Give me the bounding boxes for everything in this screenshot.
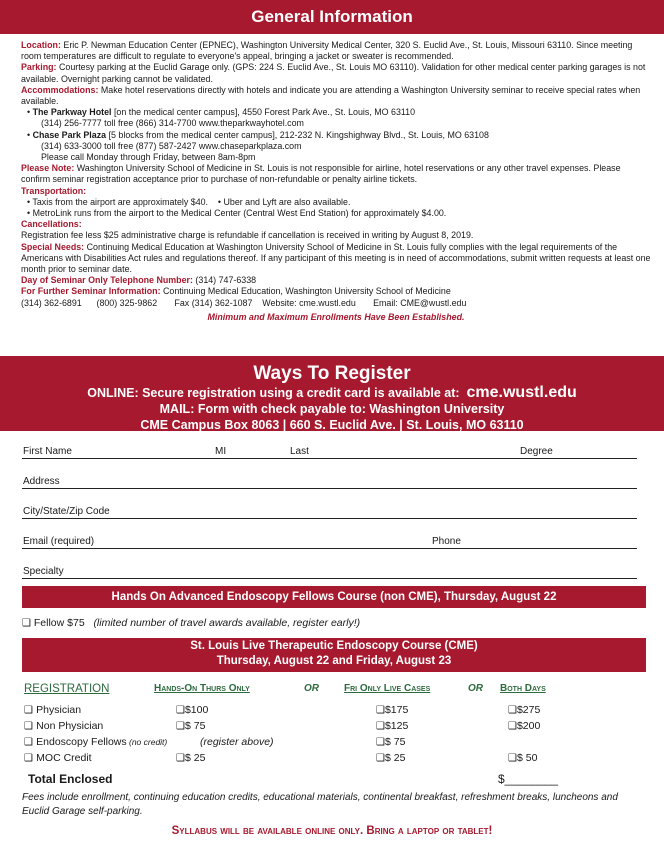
fellows-course-bar: Hands On Advanced Endoscopy Fellows Course (non CME), Thursday, August 22 xyxy=(22,586,646,608)
live-course-title-1: St. Louis Live Therapeutic Endoscopy Course (CME) xyxy=(190,640,478,652)
price-value: $ 50 xyxy=(516,752,538,764)
degree-label: Degree xyxy=(520,446,553,457)
checkbox-icon[interactable]: ❑ xyxy=(508,705,517,716)
hotel-1-name: The Parkway Hotel xyxy=(32,107,112,118)
location-label: Location: xyxy=(21,40,61,50)
transport-uber: Uber and Lyft are also available. xyxy=(223,196,351,207)
price-option[interactable] xyxy=(508,720,540,732)
price-option[interactable] xyxy=(176,752,205,764)
live-course-title-2: Thursday, August 22 and Friday, August 23 xyxy=(216,655,452,667)
email-label: Email (required) xyxy=(23,536,95,547)
price-option[interactable] xyxy=(176,704,208,716)
note-label: Please Note: xyxy=(21,163,75,174)
live-course-bar xyxy=(22,638,646,672)
price-value: $100 xyxy=(184,704,209,716)
accommodations-text: Make hotel reservations directly with hotels and indicate you are attending a Washington University seminar to receive special rates when available. xyxy=(21,84,641,107)
transport-line-2: • MetroLink runs from the airport to the Medical Center (Central West End Station) for approximately $4.00. xyxy=(27,208,447,219)
city-field-row[interactable] xyxy=(22,504,637,519)
further-info-label: For Further Seminar Information: xyxy=(21,286,161,297)
registration-type-note: (no credit) xyxy=(126,737,168,747)
fellow-checkbox[interactable]: ❑ xyxy=(22,618,31,629)
parking-paragraph xyxy=(21,62,651,84)
syllabus-note: Syllabus will be available online only. Bring a laptop or tablet! xyxy=(171,825,493,837)
special-needs-label: Special Needs: xyxy=(21,241,85,252)
checkbox-icon[interactable]: ❑ xyxy=(176,705,185,716)
hotel-2-call: Please call Monday through Friday, between 8am-8pm xyxy=(41,152,256,163)
price-option[interactable] xyxy=(376,736,405,748)
address-label: Address xyxy=(23,476,60,487)
total-enclosed-value[interactable]: $________ xyxy=(498,772,559,786)
hotel-1: • The Parkway Hotel [on the medical center campus], 4550 Forest Park Ave., St. Louis, MO 63110 xyxy=(27,107,416,118)
price-option[interactable] xyxy=(376,720,408,732)
price-option[interactable] xyxy=(508,704,540,716)
ways-online xyxy=(0,385,664,401)
fellow-option[interactable] xyxy=(22,617,360,629)
col-fri-only: Fri Only Live Cases xyxy=(344,683,431,694)
register-above-note: (register above) xyxy=(200,736,274,748)
address-field-row[interactable] xyxy=(22,474,637,489)
min-max-enrollments: Minimum and Maximum Enrollments Have Been Established. xyxy=(207,311,465,322)
cancellations-text: Registration fee less $25 administrative charge is refundable if cancellation is received in writing by August 8, 2019. xyxy=(21,230,474,241)
phone-label: Phone xyxy=(432,536,461,547)
further-info-text: Continuing Medical Education, Washington University School of Medicine xyxy=(163,286,451,297)
further-contacts: (314) 362-6891 (800) 325-9862 Fax (314) 362-1087 Website: cme.wustl.edu Email: CME@wustl.edu xyxy=(21,297,467,308)
hotel-1-phone: (314) 256-7777 toll free (866) 314-7700 www.theparkwayhotel.com xyxy=(41,118,304,129)
general-information-body xyxy=(21,40,651,323)
col-hands-on: Hands-On Thurs Only xyxy=(154,683,250,694)
hotel-2: • Chase Park Plaza [5 blocks from the medical center campus], 212-232 N. Kingshighway Blvd., St. Louis, MO 63108 xyxy=(27,129,489,140)
total-enclosed-label: Total Enclosed xyxy=(28,772,113,786)
transportation-label: Transportation: xyxy=(21,185,87,196)
checkbox-icon[interactable]: ❑ xyxy=(24,705,37,716)
general-information-header: General Information xyxy=(0,0,664,34)
transport-taxi: Taxis from the airport are approximately $40. xyxy=(32,196,209,207)
transport-metrolink: MetroLink runs from the airport to the Medical Center (Central West End Station) for approximately $4.00. xyxy=(32,208,447,219)
ways-online-text: ONLINE: Secure registration using a credit card is available at: xyxy=(87,386,460,400)
checkbox-icon[interactable]: ❑ xyxy=(376,737,385,748)
price-option[interactable] xyxy=(508,752,537,764)
accommodations-paragraph xyxy=(21,85,651,107)
email-field-row[interactable] xyxy=(22,534,637,549)
cancellations-label: Cancellations: xyxy=(21,219,82,230)
specialty-label: Specialty xyxy=(23,566,64,577)
day-of-paragraph xyxy=(21,275,651,286)
transport-line-1: • Taxis from the airport are approximately $40. • Uber and Lyft are also available. xyxy=(27,196,351,207)
checkbox-icon[interactable]: ❑ xyxy=(508,721,517,732)
checkbox-icon[interactable]: ❑ xyxy=(24,753,37,764)
accommodations-label: Accommodations: xyxy=(21,84,99,95)
hotel-2-phone: (314) 633-3000 toll free (877) 587-2427 www.chaseparkplaza.com xyxy=(41,140,302,151)
price-value: $275 xyxy=(516,704,541,716)
checkbox-icon[interactable]: ❑ xyxy=(24,721,37,732)
price-value: $175 xyxy=(384,704,409,716)
further-info-paragraph xyxy=(21,286,651,297)
price-value: $ 75 xyxy=(184,720,206,732)
note-paragraph xyxy=(21,163,651,185)
registration-row-label[interactable] xyxy=(24,736,167,748)
location-text: Eric P. Newman Education Center (EPNEC), Washington University Medical Center, 320 S. Euclid Ave., St. Louis, Missouri 63110. Since meeting room temperatures are difficult to regulate to everyone's appeal, bringing a jacket or sweater is recommended. xyxy=(21,40,633,62)
col-both-days: Both Days xyxy=(500,683,546,694)
registration-type: Non Physician xyxy=(36,720,104,732)
checkbox-icon[interactable]: ❑ xyxy=(176,721,185,732)
checkbox-icon[interactable]: ❑ xyxy=(24,737,37,748)
ways-to-register-banner xyxy=(0,356,664,431)
ways-online-url[interactable]: cme.wustl.edu xyxy=(466,384,577,401)
checkbox-icon[interactable]: ❑ xyxy=(376,705,385,716)
registration-type: Physician xyxy=(36,704,82,716)
col-or-1: OR xyxy=(304,683,319,694)
price-value: $200 xyxy=(516,720,541,732)
price-value: $125 xyxy=(384,720,409,732)
registration-type: MOC Credit xyxy=(36,752,92,764)
hotel-2-detail: [5 blocks from the medical center campus], 212-232 N. Kingshighway Blvd., St. Louis, MO 63108 xyxy=(108,129,489,140)
specialty-field-row[interactable] xyxy=(22,564,637,579)
price-value: $ 75 xyxy=(384,736,406,748)
checkbox-icon[interactable]: ❑ xyxy=(376,753,385,764)
hotel-2-name: Chase Park Plaza xyxy=(32,129,107,140)
mi-label: MI xyxy=(215,446,227,457)
fees-note: Fees include enrollment, continuing education credits, educational materials, continental breakfast, refreshment breaks, luncheons and Euclid Garage self-parking. xyxy=(22,792,618,817)
price-value: $ 25 xyxy=(184,752,206,764)
day-of-label: Day of Seminar Only Telephone Number: xyxy=(21,275,193,286)
registration-header: REGISTRATION xyxy=(24,683,110,695)
name-field-row[interactable] xyxy=(22,444,637,459)
hotel-1-detail: [on the medical center campus], 4550 Forest Park Ave., St. Louis, MO 63110 xyxy=(113,107,416,118)
col-or-2: OR xyxy=(468,683,483,694)
special-needs-paragraph xyxy=(21,242,651,276)
location-paragraph xyxy=(21,40,651,62)
registration-row-label[interactable] xyxy=(24,720,103,732)
checkbox-icon[interactable]: ❑ xyxy=(176,753,185,764)
day-of-phone: (314) 747-6338 xyxy=(195,275,257,286)
city-label: City/State/Zip Code xyxy=(23,506,110,517)
parking-label: Parking: xyxy=(21,62,57,73)
registration-row-label[interactable] xyxy=(24,704,81,716)
special-needs-text: Continuing Medical Education at Washington University School of Medicine in St. Louis fully complies with the legal requirements of the Americans with Disabilities Act rules and regulations thereof. If any participant of this meeting is in need of accommodations, submit written requests at least one month prior to seminar date. xyxy=(21,241,651,275)
last-name-label: Last xyxy=(290,446,309,457)
registration-type: Endoscopy Fellows xyxy=(36,736,127,748)
parking-text: Courtesy parking at the Euclid Garage only. (GPS: 224 S. Euclid Ave., St. Louis MO 63110). Validation for other medical center parking garages is not available. Overnight parking cannot be validated. xyxy=(21,62,646,84)
registration-row-label[interactable] xyxy=(24,752,92,764)
checkbox-icon[interactable]: ❑ xyxy=(508,753,517,764)
price-value: $ 25 xyxy=(384,752,406,764)
fellow-note: (limited number of travel awards available, register early!) xyxy=(93,617,361,629)
ways-title: Ways To Register xyxy=(253,363,411,384)
first-name-label: First Name xyxy=(23,446,72,457)
ways-mail: MAIL: Form with check payable to: Washington University xyxy=(159,402,505,416)
price-option[interactable] xyxy=(376,752,405,764)
price-option[interactable] xyxy=(176,720,205,732)
ways-address: CME Campus Box 8063 | 660 S. Euclid Ave. | St. Louis, MO 63110 xyxy=(140,418,524,432)
price-option[interactable] xyxy=(376,704,408,716)
note-text: Washington University School of Medicine in St. Louis is not responsible for airline, hotel reservations or any other travel expenses. Please confirm seminar registration acceptance prior to purchase of non-refundable or penalty airline tickets. xyxy=(21,163,621,185)
checkbox-icon[interactable]: ❑ xyxy=(376,721,385,732)
fellow-label: Fellow $75 xyxy=(33,617,85,629)
